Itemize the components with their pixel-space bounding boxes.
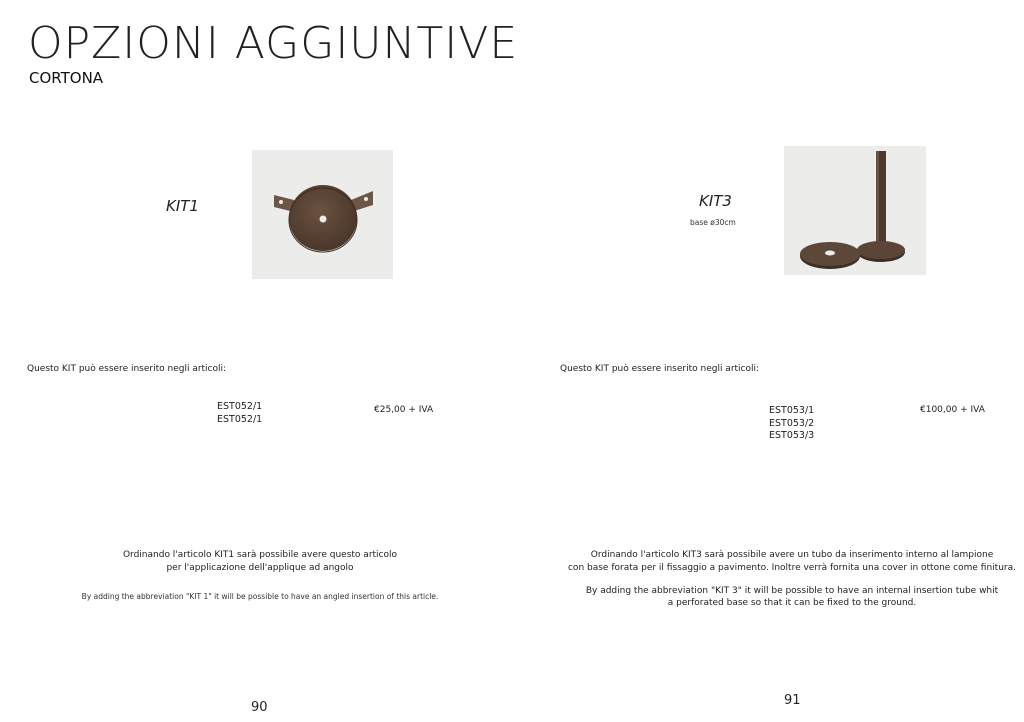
kit1-price: €25,00 + IVA <box>374 405 434 415</box>
list-item: EST053/1 <box>769 405 815 416</box>
kit3-note: base ø30cm <box>690 218 736 227</box>
page-title: OPZIONI AGGIUNTIVE <box>28 18 519 69</box>
kit3-tube-base-icon <box>784 146 926 275</box>
kit3-price: €100,00 + IVA <box>920 405 985 415</box>
list-item: EST053/3 <box>769 430 815 441</box>
list-item: EST053/2 <box>769 417 815 429</box>
page-number-left: 90 <box>251 700 268 715</box>
kit1-bracket-plate-icon <box>252 150 393 279</box>
kit3-photo <box>784 146 926 275</box>
kit3-desc-en-line1: By adding the abbreviation "KIT 3" it will be possible to have an internal insertion tube whit <box>585 586 999 596</box>
kit3-desc-it-line1: Ordinando l'articolo KIT3 sarà possibile avere un tubo da inserimento interno al lampione <box>590 550 994 560</box>
kit1-desc-it-line2: per l'applicazione dell'applique ad angolo <box>166 563 354 573</box>
kit1-article-list <box>217 401 262 426</box>
kit1-description-it <box>60 549 460 575</box>
kit3-description-it <box>562 549 1022 575</box>
kit1-desc-it-line1: Ordinando l'articolo KIT1 sarà possibile avere questo articolo <box>122 550 398 560</box>
page-subtitle: CORTONA <box>29 69 104 87</box>
kit1-photo <box>252 150 393 279</box>
kit3-desc-en-line2: a perforated base so that it can be fixed to the ground. <box>667 598 917 608</box>
kit3-description-en <box>562 585 1022 609</box>
kit1-title: KIT1 <box>166 197 199 215</box>
list-item: EST052/1 <box>217 401 263 412</box>
list-item: EST052/1 <box>217 413 263 425</box>
kit3-intro: Questo KIT può essere inserito negli articoli: <box>560 364 760 374</box>
page-number-right: 91 <box>784 693 801 708</box>
kit3-title: KIT3 <box>699 192 732 210</box>
kit1-intro: Questo KIT può essere inserito negli articoli: <box>27 364 227 374</box>
kit3-desc-it-line2: con base forata per il fissaggio a pavimento. Inoltre verrà fornita una cover in ottone come finitura. <box>567 563 1016 573</box>
kit3-article-list <box>769 405 814 443</box>
kit1-description-en: By adding the abbreviation "KIT 1" it will be possible to have an angled insertion of this article. <box>81 592 439 601</box>
